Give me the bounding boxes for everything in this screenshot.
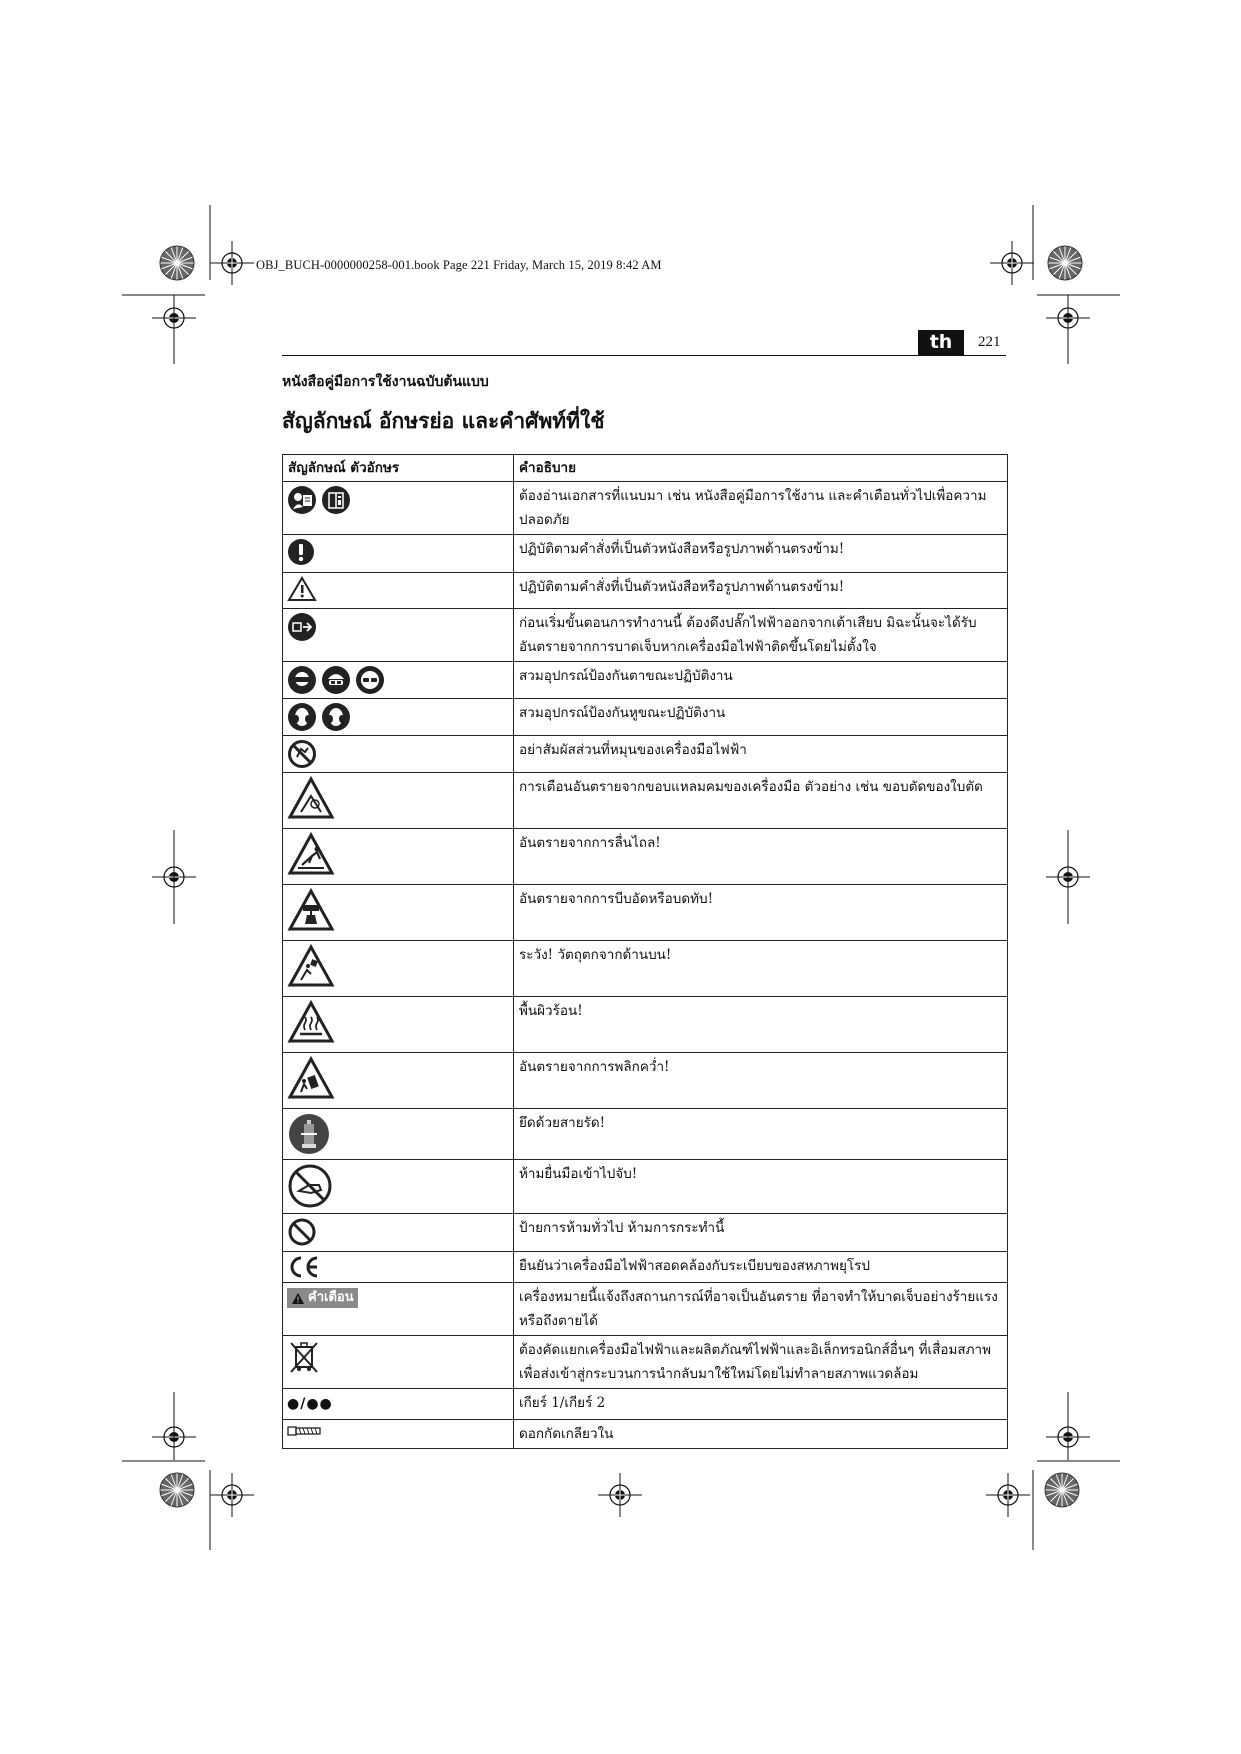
description-cell: ป้ายการห้ามทั่วไป ห้ามการกระทำนี้ (514, 1214, 1008, 1252)
ear-protection-icon (287, 702, 317, 732)
page-number: 221 (978, 334, 1001, 350)
hot-surface-warning-icon (287, 1000, 335, 1044)
symbol-cell (283, 1252, 514, 1283)
tipping-warning-icon (287, 1056, 335, 1100)
description-cell: อย่าสัมผัสส่วนที่หมุนของเครื่องมือไฟฟ้า (514, 736, 1008, 773)
general-warning-icon (287, 576, 317, 602)
description-cell: การเตือนอันตรายจากขอบแหลมคมของเครื่องมือ ตัวอย่าง เช่น ขอบตัดของใบตัด (514, 773, 1008, 829)
symbol-cell (283, 941, 514, 997)
symbol-cell (283, 1336, 514, 1389)
table-header-row (283, 455, 1008, 482)
goggles-helmet-icon (321, 665, 351, 695)
thread-tap-icon (287, 1423, 323, 1439)
strap-secure-icon (287, 1112, 331, 1156)
book-icon (321, 485, 351, 515)
description-cell: อันตรายจากการลื่นไถล! (514, 829, 1008, 885)
symbol-cell (283, 1420, 514, 1449)
table-row (283, 736, 1008, 773)
description-cell: อันตรายจากการบีบอัดหรือบดทับ! (514, 885, 1008, 941)
description-cell: ยึดด้วยสายรัด! (514, 1109, 1008, 1160)
face-shield-icon (287, 665, 317, 695)
symbol-cell (283, 482, 514, 535)
table-row (283, 885, 1008, 941)
description-cell: สวมอุปกรณ์ป้องกันตาขณะปฏิบัติงาน (514, 662, 1008, 699)
col-header-symbol: สัญลักษณ์ ตัวอักษร (283, 455, 514, 482)
description-cell: ปฏิบัติตามคำสั่งที่เป็นตัวหนังสือหรือรูปภาพด้านตรงข้าม! (514, 535, 1008, 573)
table-row (283, 1214, 1008, 1252)
table-row (283, 1252, 1008, 1283)
unplug-icon (287, 612, 317, 642)
gear-dots-icon: ●/●● (287, 1396, 333, 1412)
symbol-cell (283, 736, 514, 773)
description-cell: ดอกกัดเกลียวใน (514, 1420, 1008, 1449)
symbol-cell (283, 662, 514, 699)
symbol-cell (283, 885, 514, 941)
no-touch-rotating-icon (287, 739, 317, 769)
read-manual-icon (287, 485, 317, 515)
description-cell: พื้นผิวร้อน! (514, 997, 1008, 1053)
warning-badge-icon (287, 1288, 358, 1308)
no-reach-in-icon (287, 1163, 333, 1209)
description-cell: ปฏิบัติตามคำสั่งที่เป็นตัวหนังสือหรือรูปภาพด้านตรงข้าม! (514, 573, 1008, 609)
description-cell: ต้องอ่านเอกสารที่แนบมา เช่น หนังสือคู่มือการใช้งาน และคำเตือนทั่วไปเพื่อความปลอดภัย (514, 482, 1008, 535)
description-cell: ยืนยันว่าเครื่องมือไฟฟ้าสอดคล้องกับระเบียบของสหภาพยุโรป (514, 1252, 1008, 1283)
description-cell: สวมอุปกรณ์ป้องกันหูขณะปฏิบัติงาน (514, 699, 1008, 736)
crush-warning-icon (287, 888, 335, 932)
symbol-cell (283, 1109, 514, 1160)
table-row (283, 1109, 1008, 1160)
table-row (283, 1283, 1008, 1336)
weee-bin-icon (287, 1339, 321, 1375)
prohibition-icon (287, 1217, 317, 1247)
table-row (283, 1420, 1008, 1449)
mandatory-exclamation-icon (287, 538, 315, 566)
symbol-cell (283, 1214, 514, 1252)
description-cell: ระวัง! วัตถุตกจากด้านบน! (514, 941, 1008, 997)
table-row (283, 573, 1008, 609)
ear-protection-icon (321, 702, 351, 732)
table-row (283, 662, 1008, 699)
table-row (283, 773, 1008, 829)
slip-warning-icon (287, 832, 335, 876)
description-cell: ต้องคัดแยกเครื่องมือไฟฟ้าและผลิตภัณฑ์ไฟฟ้าและอิเล็กทรอนิกส์อื่นๆ ที่เสื่อมสภาพเพื่อส่งเข้าสู่กระบวนการนำกลับมาใช้ใหม่โดยไม่ทำลายสภาพแวดล้อม (514, 1336, 1008, 1389)
symbol-cell (283, 699, 514, 736)
table-row (283, 482, 1008, 535)
warning-badge-label: คำเตือน (308, 1290, 354, 1305)
symbol-table (282, 454, 1008, 1449)
symbol-cell (283, 829, 514, 885)
crop-header-text: OBJ_BUCH-0000000258-001.book Page 221 Friday, March 15, 2019 8:42 AM (256, 258, 662, 272)
table-row (283, 1336, 1008, 1389)
language-tab: th (918, 330, 964, 355)
symbol-cell (283, 1160, 514, 1214)
page-subtitle: หนังสือคู่มือการใช้งานฉบับต้นแบบ (282, 374, 489, 390)
table-row (283, 1160, 1008, 1214)
description-cell: ห้ามยื่นมือเข้าไปจับ! (514, 1160, 1008, 1214)
description-cell: อันตรายจากการพลิกคว่ำ! (514, 1053, 1008, 1109)
table-row (283, 1389, 1008, 1420)
falling-objects-warning-icon (287, 944, 335, 988)
symbol-cell (283, 1389, 514, 1420)
table-row (283, 609, 1008, 662)
sharp-edge-warning-icon (287, 776, 335, 820)
ce-mark-icon (287, 1255, 321, 1279)
symbol-cell (283, 535, 514, 573)
table-row (283, 699, 1008, 736)
description-cell: ก่อนเริ่มขั้นตอนการทำงานนี้ ต้องดึงปลั๊กไฟฟ้าออกจากเต้าเสียบ มิฉะนั้นจะได้รับอันตรายจากการบาดเจ็บหากเครื่องมือไฟฟ้าติดขึ้นโดยไม่ตั้งใจ (514, 609, 1008, 662)
table-row (283, 1053, 1008, 1109)
symbol-cell (283, 773, 514, 829)
symbol-cell (283, 1053, 514, 1109)
symbol-cell (283, 573, 514, 609)
table-row (283, 535, 1008, 573)
col-header-description: คำอธิบาย (514, 455, 1008, 482)
safety-glasses-icon (355, 665, 385, 695)
table-row (283, 997, 1008, 1053)
symbol-cell (283, 1283, 514, 1336)
description-cell: เครื่องหมายนี้แจ้งถึงสถานการณ์ที่อาจเป็นอันตราย ที่อาจทำให้บาดเจ็บอย่างร้ายแรงหรือถึงตายได้ (514, 1283, 1008, 1336)
table-row (283, 941, 1008, 997)
table-row (283, 829, 1008, 885)
symbol-cell (283, 997, 514, 1053)
header-rule (282, 355, 1006, 356)
description-cell: เกียร์ 1/เกียร์ 2 (514, 1389, 1008, 1420)
page-title: สัญลักษณ์ อักษรย่อ และคำศัพท์ที่ใช้ (282, 408, 605, 433)
symbol-cell (283, 609, 514, 662)
